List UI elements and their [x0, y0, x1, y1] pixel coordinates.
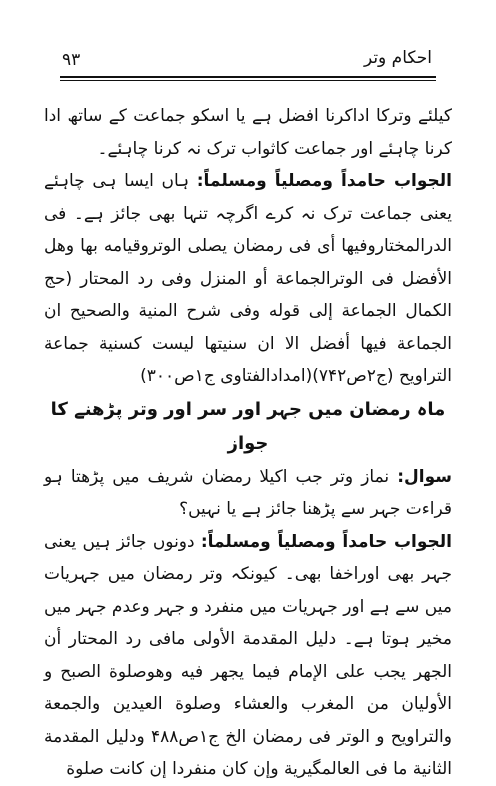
- section-heading: ماہ رمضان میں جہر اور سر اور وتر پڑھنے کا جواز: [50, 398, 446, 454]
- answer-text: دونوں جائز ہیں یعنی جہر بھی اوراخفا بھی۔ کیونکہ وتر رمضان میں جہریات میں سے ہے اور جہریات میں منفرد و جہر وعدم جہر میں مخیر ہوتا ہے۔ دلیل المقدمة الأولی مافی رد المحتار أن الجهر یجب علی الإمام فیما یجهر فیه وهوصلوة الصبح و الأولیان من المغرب والعشاء وصلوة العیدین والجمعة والتراویح و الوتر فی رمضان الخ ج۱ص۴۸۸ ودلیل المقدمة الثانیة ما فی العالمگیریة وإن کان منفردا إن کانت صلوة: [44, 531, 452, 779]
- page-number: ٩٣: [62, 50, 81, 70]
- paragraph-continuation: [44, 100, 452, 165]
- question-text: نماز وتر جب اکیلا رمضان شریف میں پڑھتا ہو قراءت جہر سے پڑھنا جائز ہے یا نہیں؟: [44, 466, 452, 519]
- paragraph-text: ہاں ایسا ہی چاہئے یعنی جماعت ترک نہ کرے اگرچہ تنہا بھی جائز ہے۔ فی الدرالمختاروفیها أی فی رمضان یصلی الوتروقیامه بها وهل الأفضل فی الوترالجماعة أو المنزل وفی رد المحتار (حج الکمال الجماعة إلی قوله وفی شرح المنیة والصحیح ان الجماعة فیها أفضل الا ان سنیتها لیست کسنیة جماعة التراویح (ج۲ص۷۴۲)(امدادالفتاوی ج۱ص۳۰۰): [44, 171, 452, 386]
- header-rule-thin: [60, 80, 436, 81]
- answer-lead: الجواب حامداً ومصلیاً ومسلماً:: [200, 531, 452, 552]
- paragraph-text: کیلئے وترکا اداکرنا افضل ہے یا اسکو جماعت کے ساتھ ادا کرنا چاہئے اور جماعت کاثواب ترک نہ کرنا چاہئے۔: [44, 106, 452, 159]
- header-rule: [60, 76, 436, 78]
- question-lead: سوال:: [397, 466, 452, 487]
- page-header: [60, 46, 436, 80]
- answer-paragraph-2: [44, 526, 452, 786]
- page-body: [44, 100, 452, 786]
- answer-lead: الجواب حامداً ومصلیاً ومسلماً:: [196, 171, 452, 191]
- question-paragraph: [44, 461, 452, 526]
- answer-paragraph-1: [44, 165, 452, 393]
- running-title: احکام وتر: [363, 48, 432, 68]
